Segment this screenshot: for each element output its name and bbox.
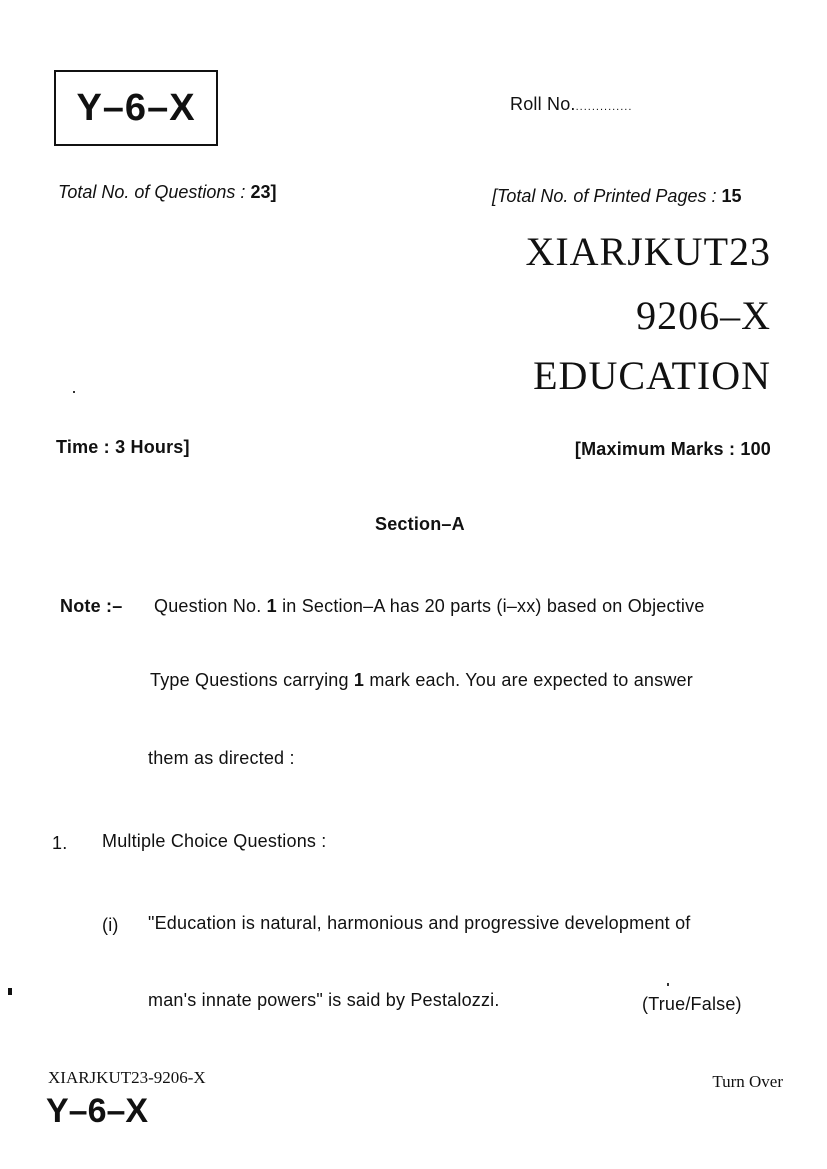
paper-code: 9206–X bbox=[636, 293, 771, 338]
note-line-1-pre: Question No. bbox=[154, 596, 262, 616]
total-questions bbox=[58, 182, 276, 203]
subject-title: EDUCATION bbox=[533, 353, 771, 398]
roll-number-label: Roll No. bbox=[510, 94, 576, 114]
note-line-2-number: 1 bbox=[353, 670, 365, 690]
note-label: Note :– bbox=[60, 596, 123, 616]
sub-question-line-1: "Education is natural, harmonious and progressive development of bbox=[148, 913, 691, 933]
sub-question-label: (i) bbox=[102, 915, 119, 935]
sub-question-line-2: man's innate powers" is said by Pestalozzi. bbox=[148, 990, 500, 1010]
question-title: Multiple Choice Questions : bbox=[102, 831, 327, 851]
speck-mark bbox=[73, 391, 75, 393]
maximum-marks: [Maximum Marks : 100 bbox=[574, 439, 771, 459]
note-line-3: them as directed : bbox=[148, 748, 295, 768]
note-line-2-pre: Type Questions carrying bbox=[150, 670, 349, 690]
paper-set-code-box bbox=[54, 70, 218, 146]
total-questions-label: Total No. of Questions : bbox=[58, 182, 246, 202]
note-line-1 bbox=[154, 596, 705, 617]
roll-number-field bbox=[510, 94, 632, 115]
footer-set-code: Y–6–X bbox=[46, 1092, 149, 1130]
answer-type-hint: (True/False) bbox=[642, 994, 742, 1014]
speck-mark-2 bbox=[667, 983, 669, 986]
footer-code: XIARJKUT23-9206-X bbox=[48, 1068, 206, 1087]
roll-number-blank: .............. bbox=[575, 101, 633, 113]
total-questions-value: 23] bbox=[250, 182, 277, 202]
printed-pages bbox=[492, 186, 742, 207]
section-title: Section–A bbox=[375, 514, 465, 534]
note-line-1-number: 1 bbox=[266, 596, 277, 616]
paper-set-code: Y–6–X bbox=[76, 86, 196, 129]
note-line-2-post: mark each. You are expected to answer bbox=[369, 670, 693, 690]
exam-code: XIARJKUT23 bbox=[525, 229, 771, 274]
turn-over: Turn Over bbox=[712, 1072, 783, 1091]
printed-pages-label: [Total No. of Printed Pages : bbox=[492, 186, 717, 206]
margin-mark bbox=[8, 988, 12, 995]
note-line-2 bbox=[150, 670, 693, 691]
exam-time: Time : 3 Hours] bbox=[56, 437, 190, 457]
note-line-1-post: in Section–A has 20 parts (i–xx) based on Objective bbox=[282, 596, 705, 616]
question-number: 1. bbox=[52, 833, 68, 853]
printed-pages-value: 15 bbox=[721, 186, 742, 206]
